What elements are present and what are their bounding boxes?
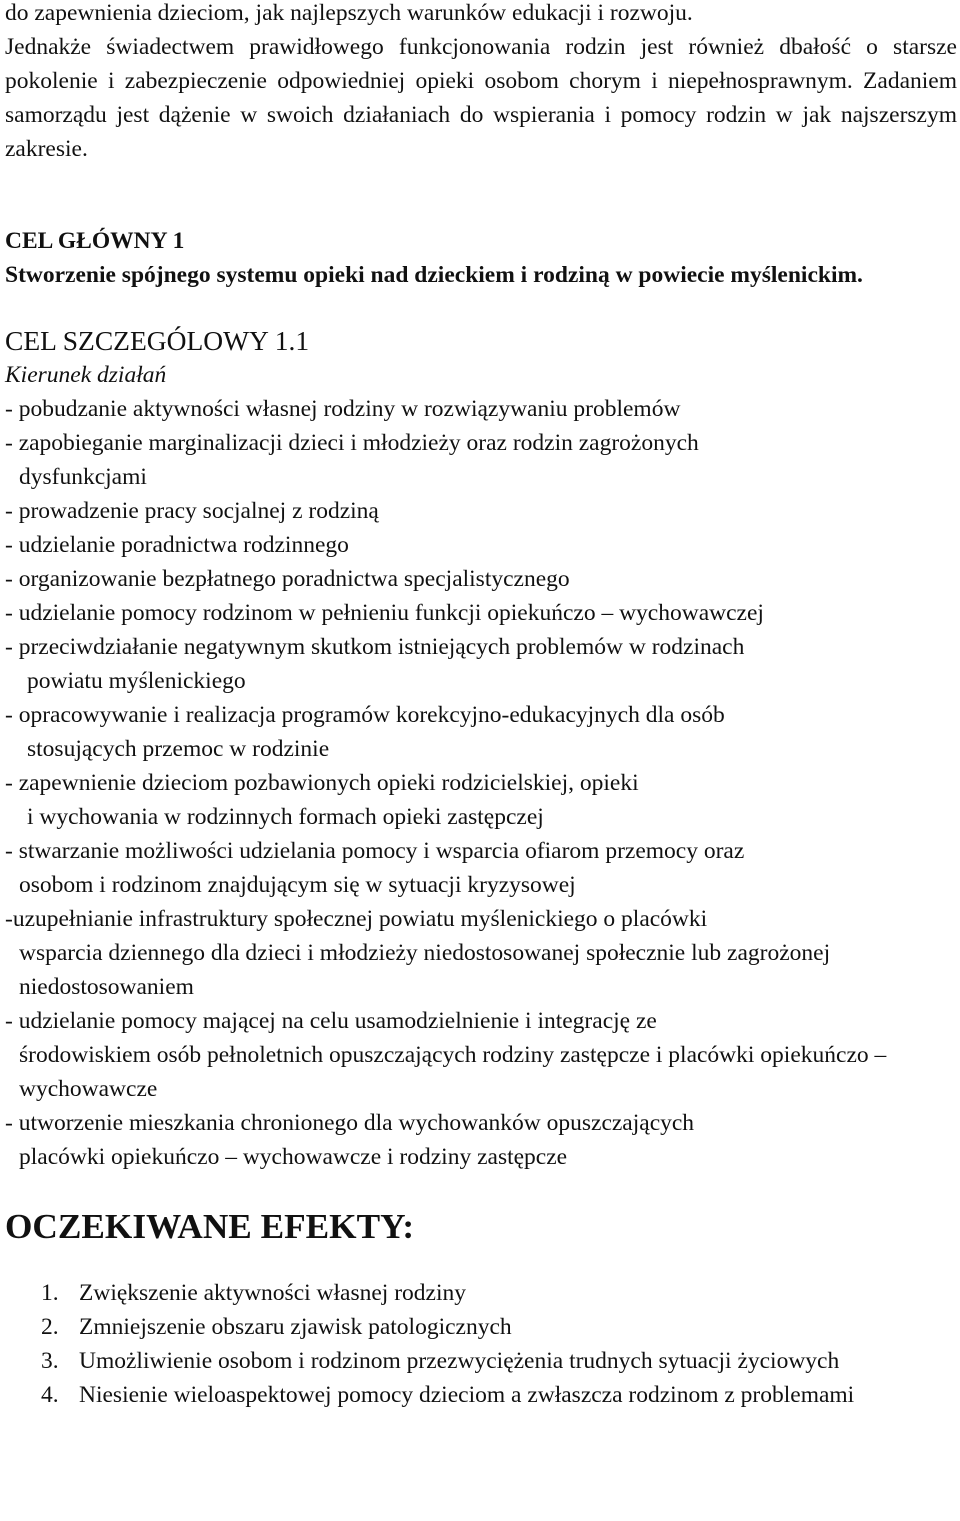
intro-paragraph: [5, 0, 957, 166]
action-continuation: wsparcia dziennego dla dzieci i młodzieży niedostosowanej społecznie lub zagrożonej niedostosowaniem: [19, 940, 831, 1000]
action-continuation: placówki opiekuńczo – wychowawcze i rodziny zastępcze: [19, 1144, 568, 1170]
effect-text: Niesienie wieloaspektowej pomocy dzieciom a zwłaszcza rodzinom z problemami: [79, 1382, 855, 1408]
action-text: - pobudzanie aktywności własnej rodziny w rozwiązywaniu problemów: [5, 396, 681, 422]
list-item: [5, 1344, 957, 1378]
item-number: 4.: [41, 1382, 59, 1408]
list-item: [5, 1310, 957, 1344]
action-text: - udzielanie poradnictwa rodzinnego: [5, 532, 349, 558]
action-text: - zapewnienie dzieciom pozbawionych opieki rodzicielskiej, opieki: [5, 770, 639, 796]
action-continuation: powiatu myślenickiego: [27, 668, 246, 694]
item-number: 3.: [41, 1348, 59, 1374]
action-text: - udzielanie pomocy rodzinom w pełnieniu funkcji opiekuńczo – wychowawczej: [5, 600, 764, 626]
intro-line: do zapewnienia dzieciom, jak najlepszych warunków edukacji i rozwoju.: [5, 0, 693, 26]
list-item: [5, 766, 957, 834]
list-item: [5, 834, 957, 902]
action-text: - organizowanie bezpłatnego poradnictwa specjalistycznego: [5, 566, 570, 592]
list-item: [5, 1378, 957, 1412]
item-number: 1.: [41, 1280, 59, 1306]
action-text: - zapobieganie marginalizacji dzieci i młodzieży oraz rodzin zagrożonych: [5, 430, 699, 456]
list-item: [5, 562, 957, 596]
action-continuation: stosujących przemoc w rodzinie: [27, 736, 330, 762]
action-text: - prowadzenie pracy socjalnej z rodziną: [5, 498, 379, 524]
expected-effects-heading: OCZEKIWANE EFEKTY:: [5, 1207, 415, 1246]
intro-line: Jednakże świadectwem prawidłowego funkcjonowania rodzin jest również dbałość o starsze pokolenie i zabezpieczenie odpowiedniej opieki osobom chorym i niepełnosprawnym. Zadaniem samorządu jest dążenie w swoich działaniach do wspierania i pomocy rodzin w jak najszerszym zakresie.: [5, 34, 957, 162]
spacer: [5, 1244, 957, 1276]
action-text: -uzupełnianie infrastruktury społecznej powiatu myślenickiego o placówki: [5, 906, 708, 932]
action-text: - stwarzanie możliwości udzielania pomocy i wsparcia ofiarom przemocy oraz: [5, 838, 745, 864]
action-continuation: dysfunkcjami: [19, 464, 147, 490]
list-item: [5, 1004, 957, 1106]
effect-text: Zmniejszenie obszaru zjawisk patologicznych: [79, 1314, 512, 1340]
directions-label: Kierunek działań: [5, 362, 167, 388]
list-item: [5, 494, 957, 528]
list-item: [5, 698, 957, 766]
effect-text: Umożliwienie osobom i rodzinom przezwyciężenia trudnych sytuacji życiowych: [79, 1348, 840, 1374]
list-item: [5, 1106, 957, 1174]
action-text: - opracowywanie i realizacja programów korekcyjno-edukacyjnych dla osób: [5, 702, 725, 728]
expected-effects-list: [5, 1276, 957, 1412]
detailed-goal-heading: CEL SZCZEGÓLOWY 1.1: [5, 326, 310, 356]
list-item: [5, 392, 957, 426]
main-goal-heading: CEL GŁÓWNY 1: [5, 228, 185, 254]
list-item: [5, 426, 957, 494]
action-continuation: i wychowania w rodzinnych formach opieki zastępczej: [27, 804, 544, 830]
list-item: [5, 528, 957, 562]
spacer: [5, 1174, 957, 1210]
main-goal-title: Stworzenie spójnego systemu opieki nad dzieckiem i rodziną w powiecie myślenickim.: [5, 262, 863, 288]
document-page: [5, 0, 957, 1412]
action-continuation: środowiskiem osób pełnoletnich opuszczających rodziny zastępcze i placówki opiekuńczo – wychowawcze: [19, 1042, 887, 1102]
spacer: [5, 166, 957, 224]
effect-text: Zwiększenie aktywności własnej rodziny: [79, 1280, 466, 1306]
list-item: [5, 1276, 957, 1310]
action-continuation: osobom i rodzinom znajdującym się w sytuacji kryzysowej: [19, 872, 576, 898]
item-number: 2.: [41, 1314, 59, 1340]
action-text: - utworzenie mieszkania chronionego dla wychowanków opuszczających: [5, 1110, 695, 1136]
action-text: - udzielanie pomocy mającej na celu usamodzielnienie i integrację ze: [5, 1008, 657, 1034]
list-item: [5, 596, 957, 630]
actions-list: [5, 392, 957, 1174]
list-item: [5, 902, 957, 1004]
spacer: [5, 292, 957, 324]
list-item: [5, 630, 957, 698]
action-text: - przeciwdziałanie negatywnym skutkom istniejących problemów w rodzinach: [5, 634, 745, 660]
